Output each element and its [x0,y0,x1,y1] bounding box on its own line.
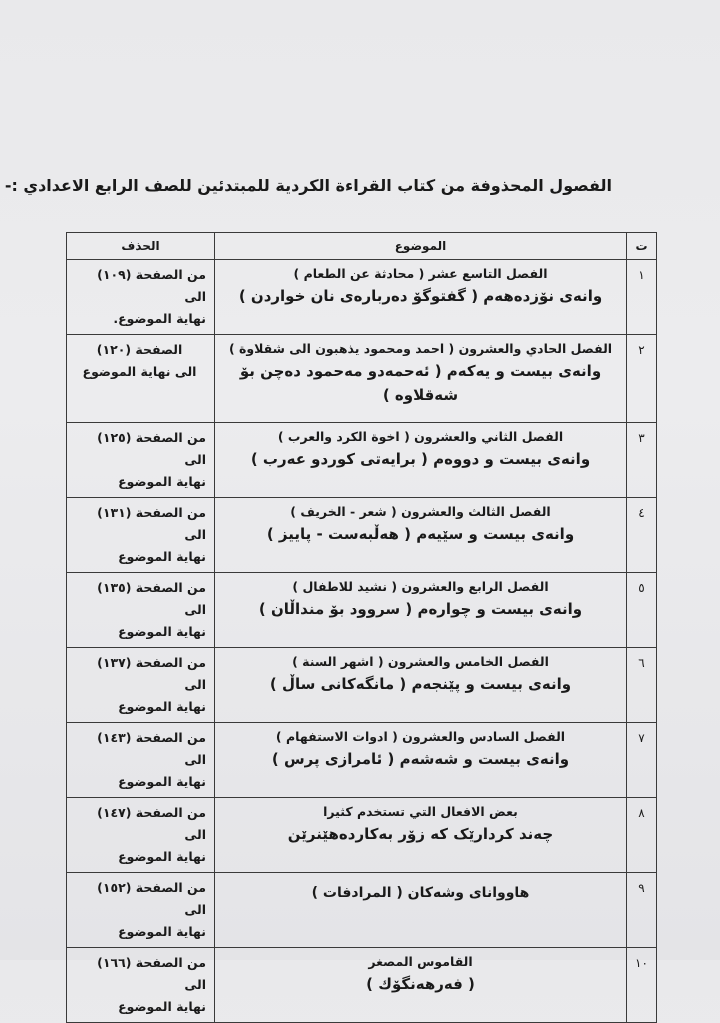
topic-kurdish: وانەی بیست و چوارەم ( سروود بۆ منداڵان ) [258,600,583,618]
deleted-chapters-table [66,232,657,1023]
document-title: الفصول المحذوفة من كتاب القراءة الكردية للمبتدئين للصف الرابع الاعدادي :- [4,176,612,195]
row-number: ٧ [627,723,657,798]
table-row [67,573,657,648]
topic-arabic: الفصل التاسع عشر ( محادثة عن الطعام ) [293,266,548,281]
deleted-range: من الصفحة (١٣٥) الى [97,580,206,617]
row-number: ٩ [627,873,657,948]
topic-cell [215,260,627,335]
deleted-end: نهاية الموضوع [118,549,206,564]
deleted-end: نهاية الموضوع [118,849,206,864]
topic-cell [215,948,627,1023]
topic-kurdish: وانەی بیست و شەشەم ( ئامرازی پرس ) [271,750,570,768]
row-number: ٥ [627,573,657,648]
table-row [67,335,657,423]
deleted-end: نهاية الموضوع [118,474,206,489]
deleted-end: نهاية الموضوع [118,774,206,789]
row-number: ٦ [627,648,657,723]
deleted-range: من الصفحة (١٥٢) الى [97,880,206,917]
deleted-end: نهاية الموضوع [118,999,206,1014]
row-number: ٣ [627,423,657,498]
deleted-end: نهاية الموضوع [118,624,206,639]
topic-cell [215,723,627,798]
topic-cell [215,498,627,573]
deleted-end: نهاية الموضوع [118,699,206,714]
topic-kurdish: وانەی بیست و پێنجەم ( مانگەکانی ساڵ ) [269,675,572,693]
topic-arabic: الفصل الرابع والعشرون ( نشيد للاطفال ) [292,579,549,594]
topic-arabic: الفصل الثاني والعشرون ( اخوة الكرد والعرب ) [277,429,564,444]
table-row [67,873,657,948]
deleted-end: الى نهاية الموضوع [82,364,197,379]
header-deleted: الحذف [67,233,215,260]
row-number: ١٠ [627,948,657,1023]
topic-kurdish: ( فەرهەنگۆك ) [366,975,475,993]
table-row [67,498,657,573]
topic-kurdish: هاووانای وشەکان ( المرادفات ) [311,885,530,901]
topic-cell [215,335,627,423]
deleted-range: من الصفحة (١٤٧) الى [97,805,206,842]
deleted-range: الصفحة (١٢٠) [96,342,183,357]
table-row [67,948,657,1023]
deleted-cell [67,873,215,948]
topic-arabic: بعض الافعال التي تستخدم كثيرا [323,804,518,819]
table-header-row [67,233,657,260]
deleted-cell [67,948,215,1023]
topic-cell [215,573,627,648]
deleted-cell [67,648,215,723]
topic-arabic: الفصل الحادي والعشرون ( احمد ومحمود يذهبون الى شقلاوة ) [228,341,613,356]
deleted-end: نهاية الموضوع [118,924,206,939]
topic-cell [215,423,627,498]
header-num: ت [627,233,657,260]
table-row [67,648,657,723]
deleted-range: من الصفحة (١٢٥) الى [97,430,206,467]
table-row [67,423,657,498]
deleted-end: نهاية الموضوع. [113,311,206,326]
deleted-cell [67,260,215,335]
topic-cell [215,873,627,948]
row-number: ١ [627,260,657,335]
deleted-range: من الصفحة (١٠٩) الى [97,267,206,304]
topic-kurdish: وانەی بیست و یەکەم ( ئەحمەدو مەحمود دەچن بۆ شەقلاوە ) [239,362,602,404]
deleted-cell [67,573,215,648]
deleted-cell [67,423,215,498]
deleted-cell [67,798,215,873]
topic-arabic: الفصل السادس والعشرون ( ادوات الاستفهام ) [275,729,566,744]
topic-arabic: القاموس المصغر [368,954,473,969]
table-row [67,723,657,798]
row-number: ٨ [627,798,657,873]
topic-arabic: الفصل الثالث والعشرون ( شعر - الخريف ) [290,504,551,519]
deleted-range: من الصفحة (١٣٧) الى [97,655,206,692]
topic-kurdish: چەند کردارێک کە زۆر بەکاردەهێنرێن [287,825,554,843]
deleted-range: من الصفحة (١٣١) الى [97,505,206,542]
deleted-range: من الصفحة (١٤٣) الى [97,730,206,767]
row-number: ٤ [627,498,657,573]
row-number: ٢ [627,335,657,423]
deleted-range: من الصفحة (١٦٦) الى [97,955,206,992]
header-topic: الموضوع [215,233,627,260]
table-row [67,798,657,873]
deleted-cell [67,498,215,573]
topic-kurdish: وانەی بیست و سێیەم ( هەڵبەست - پاییز ) [266,525,575,543]
topic-kurdish: وانەی نۆزدەهەم ( گفتوگۆ دەربارەی نان خواردن ) [238,287,603,305]
deleted-cell [67,335,215,423]
deleted-cell [67,723,215,798]
topic-arabic: الفصل الخامس والعشرون ( اشهر السنة ) [292,654,549,669]
topic-cell [215,798,627,873]
topic-kurdish: وانەی بیست و دووەم ( برایەتی کوردو عەرب ) [250,450,591,468]
table-row [67,260,657,335]
topic-cell [215,648,627,723]
